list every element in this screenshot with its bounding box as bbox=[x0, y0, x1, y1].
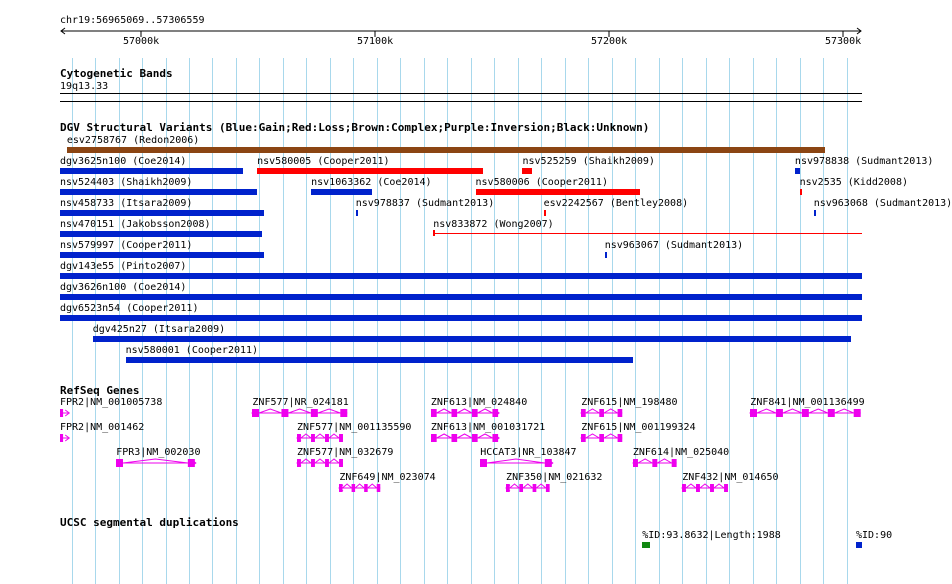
cytoband-line-bottom bbox=[60, 101, 862, 102]
gene-model[interactable] bbox=[296, 433, 347, 445]
variant-label[interactable]: dgv6523n54 (Cooper2011) bbox=[60, 303, 199, 314]
variant-bar[interactable] bbox=[126, 357, 633, 363]
variant-label[interactable]: nsv2535 (Kidd2008) bbox=[799, 177, 908, 188]
variant-bar[interactable] bbox=[356, 210, 358, 216]
variant-bar[interactable] bbox=[257, 168, 482, 174]
gene-model[interactable] bbox=[505, 483, 554, 495]
gene-model[interactable] bbox=[479, 458, 556, 470]
gene-label[interactable]: ZNF841|NM_001136499 bbox=[750, 397, 865, 408]
gene-model[interactable] bbox=[251, 408, 351, 420]
variant-bar[interactable] bbox=[60, 294, 862, 300]
gene-label[interactable]: FPR3|NM_002030 bbox=[116, 447, 201, 458]
cytoband-track-title: Cytogenetic Bands bbox=[60, 67, 173, 80]
gene-label[interactable]: ZNF350|NM_021632 bbox=[506, 472, 603, 483]
gene-model[interactable] bbox=[749, 408, 865, 420]
variant-bar[interactable] bbox=[60, 273, 862, 279]
variant-label[interactable]: nsv1063362 (Coe2014) bbox=[311, 177, 432, 188]
segdup-bar[interactable] bbox=[856, 542, 862, 548]
refseq-track-title: RefSeq Genes bbox=[60, 384, 140, 397]
segdup-bar[interactable] bbox=[642, 542, 650, 548]
gene-label[interactable]: ZNF577|NM_001135590 bbox=[297, 422, 412, 433]
gene-model[interactable] bbox=[632, 458, 681, 470]
variant-bar[interactable] bbox=[544, 210, 547, 216]
gene-model[interactable] bbox=[296, 458, 347, 470]
gene-label[interactable]: FPR2|NM_001462 bbox=[60, 422, 145, 433]
variant-label[interactable]: dgv425n27 (Itsara2009) bbox=[92, 324, 226, 335]
variant-bar[interactable] bbox=[60, 210, 264, 216]
gene-model[interactable] bbox=[681, 483, 732, 495]
cytoband-label: 19q13.33 bbox=[60, 81, 109, 92]
ruler-tick-label: 57300k bbox=[825, 36, 862, 47]
variant-bar-endcap bbox=[433, 230, 435, 236]
gene-model[interactable] bbox=[430, 433, 502, 445]
gene-model[interactable] bbox=[580, 433, 626, 445]
variant-bar[interactable] bbox=[60, 231, 262, 237]
variant-bar[interactable] bbox=[605, 252, 607, 258]
variant-label[interactable]: dgv3626n100 (Coe2014) bbox=[60, 282, 187, 293]
variant-label[interactable]: esv2242567 (Bentley2008) bbox=[543, 198, 689, 209]
variant-label[interactable]: nsv458733 (Itsara2009) bbox=[60, 198, 193, 209]
dgv-track-title: DGV Structural Variants (Blue:Gain;Red:Loss;Brown:Complex;Purple:Inversion;Black:Unknown) bbox=[60, 121, 650, 134]
region-label: chr19:56965069..57306559 bbox=[60, 15, 205, 26]
segdup-label[interactable]: %ID:93.8632|Length:1988 bbox=[642, 530, 781, 541]
gene-label[interactable]: ZNF432|NM_014650 bbox=[682, 472, 779, 483]
variant-label[interactable]: nsv833872 (Wong2007) bbox=[433, 219, 554, 230]
variant-bar[interactable] bbox=[476, 189, 640, 195]
segdup-track-title: UCSC segmental duplications bbox=[60, 516, 239, 529]
gene-label[interactable]: ZNF615|NM_001199324 bbox=[581, 422, 696, 433]
variant-label[interactable]: nsv524403 (Shaikh2009) bbox=[60, 177, 193, 188]
gene-label[interactable]: ZNF614|NM_025040 bbox=[632, 447, 730, 458]
variant-bar[interactable] bbox=[814, 210, 816, 216]
variant-bar[interactable] bbox=[60, 189, 257, 195]
variant-label[interactable]: nsv963067 (Sudmant2013) bbox=[604, 240, 744, 251]
variant-label[interactable]: nsv978837 (Sudmant2013) bbox=[355, 198, 495, 209]
variant-bar[interactable] bbox=[311, 189, 372, 195]
variant-label[interactable]: dgv3625n100 (Coe2014) bbox=[60, 156, 187, 167]
gene-model[interactable] bbox=[59, 433, 72, 445]
gene-label[interactable]: ZNF649|NM_023074 bbox=[339, 472, 436, 483]
cytoband-line-top bbox=[60, 93, 862, 94]
variant-label[interactable]: nsv963068 (Sudmant2013) bbox=[813, 198, 952, 209]
variant-label[interactable]: nsv525259 (Shaikh2009) bbox=[522, 156, 655, 167]
gene-label[interactable]: ZNF615|NM_198480 bbox=[581, 397, 678, 408]
gene-model[interactable] bbox=[115, 458, 199, 470]
gene-label[interactable]: ZNF613|NM_024840 bbox=[430, 397, 528, 408]
gene-label[interactable]: ZNF577|NM_032679 bbox=[297, 447, 394, 458]
variant-label[interactable]: nsv470151 (Jakobsson2008) bbox=[60, 219, 211, 230]
variant-bar[interactable] bbox=[800, 189, 802, 195]
variant-bar[interactable] bbox=[433, 233, 862, 234]
segdup-label[interactable]: %ID:90 bbox=[855, 530, 893, 541]
gene-label[interactable]: ZNF613|NM_001031721 bbox=[430, 422, 546, 433]
ruler-tick-label: 57100k bbox=[357, 36, 394, 47]
gene-model[interactable] bbox=[430, 408, 502, 420]
variant-label[interactable]: nsv978838 (Sudmant2013) bbox=[794, 156, 934, 167]
variant-bar[interactable] bbox=[60, 315, 862, 321]
variant-bar[interactable] bbox=[93, 336, 852, 342]
variant-label[interactable]: nsv580006 (Cooper2011) bbox=[475, 177, 608, 188]
variant-bar[interactable] bbox=[60, 252, 264, 258]
variant-label[interactable]: esv2758767 (Redon2006) bbox=[66, 135, 200, 146]
gene-model[interactable] bbox=[338, 483, 384, 495]
gene-label[interactable]: FPR2|NM_001005738 bbox=[60, 397, 163, 408]
gene-label[interactable]: ZNF577|NR_024181 bbox=[252, 397, 349, 408]
gene-model[interactable] bbox=[580, 408, 626, 420]
variant-label[interactable]: nsv580005 (Cooper2011) bbox=[257, 156, 390, 167]
ruler-tick-label: 57200k bbox=[591, 36, 628, 47]
variant-label[interactable]: dgv143e55 (Pinto2007) bbox=[60, 261, 187, 272]
variant-label[interactable]: nsv579997 (Cooper2011) bbox=[60, 240, 193, 251]
variant-bar[interactable] bbox=[60, 168, 243, 174]
gene-label[interactable]: HCCAT3|NR_103847 bbox=[480, 447, 577, 458]
variant-bar[interactable] bbox=[795, 168, 800, 174]
variant-bar[interactable] bbox=[522, 168, 531, 174]
gene-model[interactable] bbox=[59, 408, 72, 420]
ruler-tick-label: 57000k bbox=[123, 36, 160, 47]
variant-label[interactable]: nsv580001 (Cooper2011) bbox=[125, 345, 259, 356]
variant-bar[interactable] bbox=[67, 147, 826, 153]
